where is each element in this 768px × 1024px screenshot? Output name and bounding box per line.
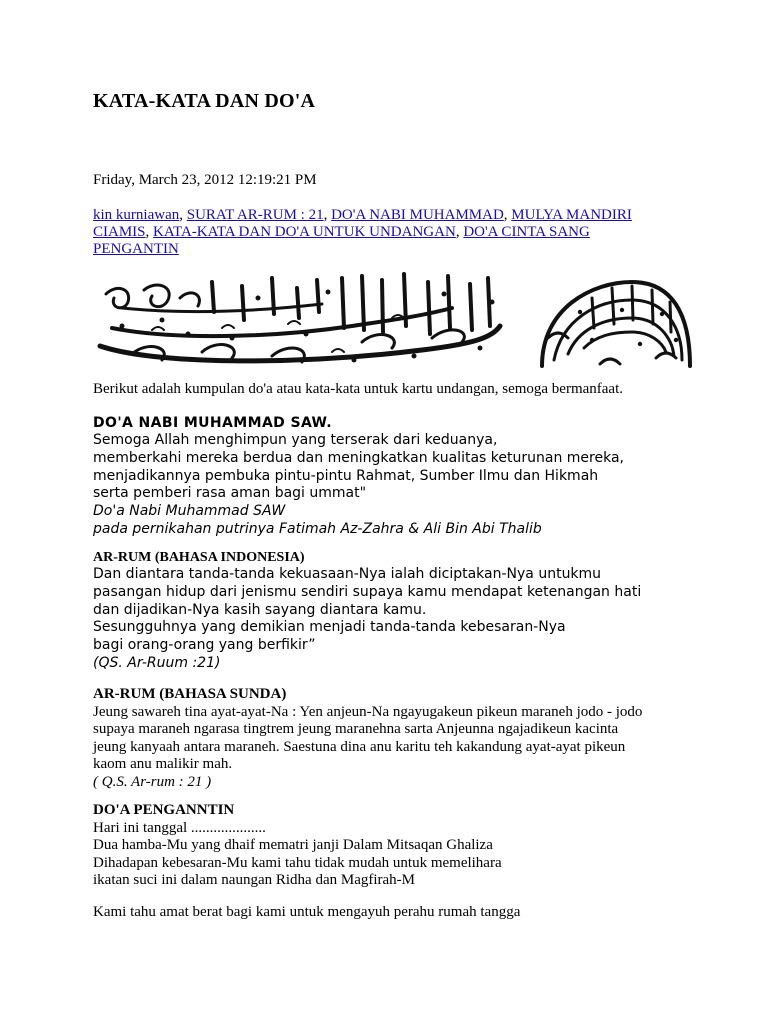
section-ar-rum-indonesia <box>93 549 641 673</box>
section-line: ikatan suci ini dalam naungan Ridha dan Magfirah-M <box>93 872 415 888</box>
tag-separator: , <box>179 207 187 223</box>
section-attribution: ( Q.S. Ar-rum : 21 ) <box>93 773 212 790</box>
tag-link-doa-cinta-sang-pengantin[interactable]: DO'A CINTA SANG PENGANTIN <box>93 224 590 257</box>
tag-separator: , <box>503 207 512 223</box>
section-line: kaom anu malikir mah. <box>93 756 233 772</box>
intro-text: Berikut adalah kumpulan do'a atau kata-kata untuk kartu undangan, semoga bermanfaat. <box>93 381 624 397</box>
section-line: jeung kanyaah antara maraneh. Saestuna dina anu karitu teh kakandung ayat-ayat pikeun <box>93 738 626 755</box>
section-heading: DO'A PENGANNTIN <box>93 802 235 818</box>
tag-link-kata-kata-dan-doa[interactable]: KATA-KATA DAN DO'A UNTUK UNDANGAN <box>153 224 456 240</box>
section-doa-nabi <box>93 415 624 539</box>
tag-link-doa-nabi-muhammad[interactable]: DO'A NABI MUHAMMAD <box>331 207 504 223</box>
section-line: memberkahi mereka berdua dan meningkatkan kualitas keturunan mereka, <box>93 449 624 466</box>
section-heading: AR-RUM (BAHASA INDONESIA) <box>93 550 305 565</box>
section-line: bagi orang-orang yang berfikir” <box>93 637 316 654</box>
section-line: pasangan hidup dari jenismu sendiri supaya kamu mendapat ketenangan hati <box>93 583 642 600</box>
post-date: Friday, March 23, 2012 12:19:21 PM <box>93 172 317 188</box>
section-line: Jeung sawareh tina ayat-ayat-Na : Yen anjeun-Na ngayugakeun pikeun maraneh jodo - jodo <box>93 703 643 720</box>
section-ar-rum-sunda <box>93 686 642 791</box>
page-title: KATA-KATA DAN DO'A <box>93 90 316 112</box>
tag-list <box>93 207 653 258</box>
section-line: Semoga Allah menghimpun yang terserak dari keduanya, <box>93 432 498 448</box>
tag-link-mulya-mandiri-ciamis[interactable]: MULYA MANDIRI CIAMIS <box>93 207 632 240</box>
section-line: supaya maraneh ngarasa tingtrem jeung maranehna sarta Anjeunna ngajadikeun kacinta <box>93 721 619 737</box>
section-line: Dan diantara tanda-tanda kekuasaan-Nya ialah diciptakan-Nya untukmu <box>93 566 602 582</box>
section-heading: AR-RUM (BAHASA SUNDA) <box>93 686 287 702</box>
section-attribution: Do'a Nabi Muhammad SAW <box>93 503 286 520</box>
section-line: serta pemberi rasa aman bagi ummat" <box>93 485 367 502</box>
tag-separator: , <box>323 207 332 223</box>
tag-separator: , <box>145 224 154 240</box>
section-line: menjadikannya pembuka pintu-pintu Rahmat, Sumber Ilmu dan Hikmah <box>93 467 599 484</box>
tag-link-surat-ar-rum[interactable]: SURAT AR-RUM : 21 <box>186 207 324 223</box>
section-line: Hari ini tanggal .................... <box>93 819 266 836</box>
section-line: Dihadapan kebesaran-Mu kami tahu tidak mudah untuk memelihara <box>93 854 502 871</box>
section-attribution: pada pernikahan putrinya Fatimah Az-Zahra & Ali Bin Abi Thalib <box>93 520 542 537</box>
tag-separator: , <box>455 224 464 240</box>
section-heading: DO'A NABI MUHAMMAD SAW. <box>93 415 332 431</box>
tag-link-kin-kurniawan[interactable]: kin kurniawan <box>93 207 180 223</box>
arabic-calligraphy-image <box>92 268 692 370</box>
section-line: Dua hamba-Mu yang dhaif mematri janji Dalam Mitsaqan Ghaliza <box>93 837 493 853</box>
section-line: dan dijadikan-Nya kasih sayang diantara kamu. <box>93 601 427 618</box>
section-attribution: (QS. Ar-Ruum :21) <box>93 654 221 671</box>
closing-text: Kami tahu amat berat bagi kami untuk mengayuh perahu rumah tangga <box>93 904 521 920</box>
section-doa-pengantin <box>93 802 502 890</box>
section-line: Sesungguhnya yang demikian menjadi tanda-tanda kebesaran-Nya <box>93 619 566 636</box>
